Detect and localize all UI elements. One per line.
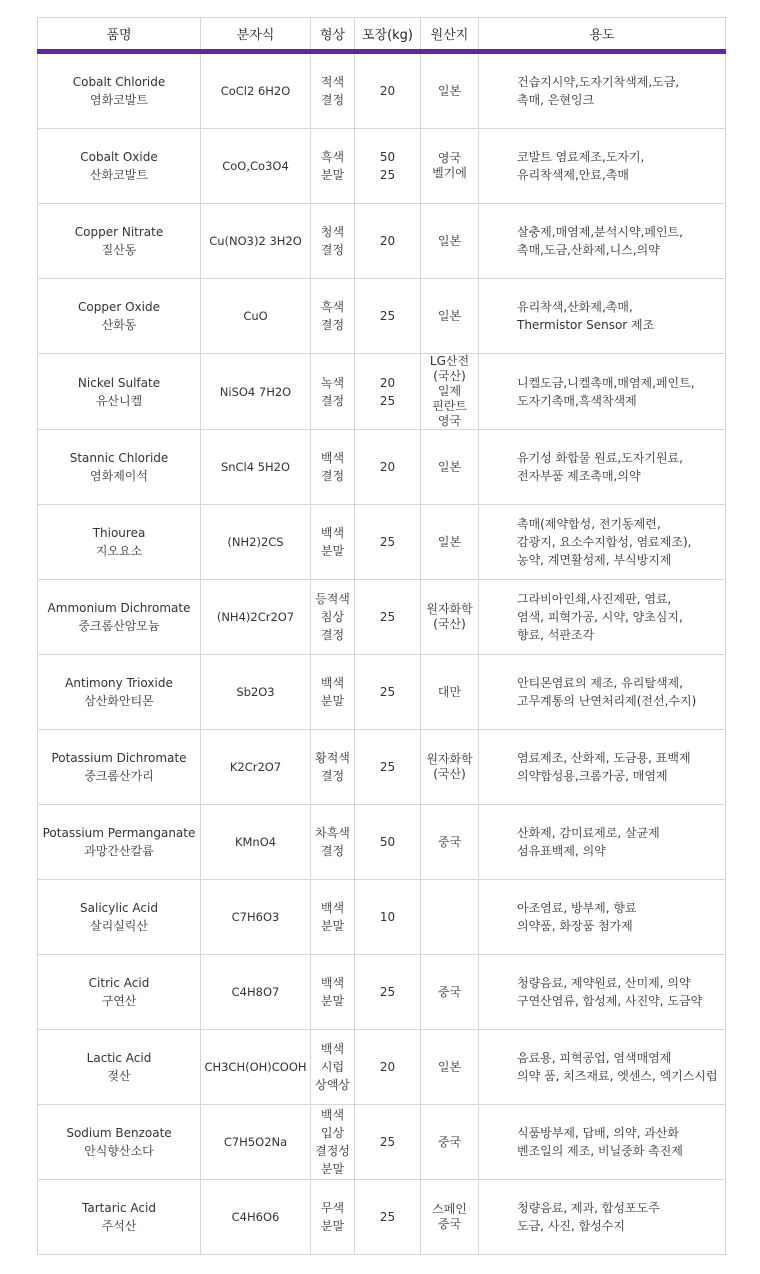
table-row [38,955,726,1030]
packing-cell: 25 [355,1180,421,1255]
use-cell: 식품방부제, 답배, 의약, 과산화 벤조일의 제조, 비닐중화 촉진제 [479,1105,726,1180]
table-row [38,204,726,279]
use-cell: 아조염료, 방부제, 향료 의약품, 화장품 첨가제 [479,880,726,955]
use-cell: 안티몬염료의 제조, 유리탈색제, 고무계통의 난연처리제(전선,수지) [479,655,726,730]
packing-cell: 10 [355,880,421,955]
formula-cell: (NH4)2Cr2O7 [201,580,311,655]
use-cell: 유기성 화합물 원료,도자기원료, 전자부품 제조촉매,의약 [479,430,726,505]
form-cell: 황적색 결정 [311,730,355,805]
chemical-product-table [37,17,726,1255]
packing-cell: 25 [355,1105,421,1180]
form-cell: 백색 분말 [311,955,355,1030]
formula-cell: C7H6O3 [201,880,311,955]
table-row [38,430,726,505]
product-name-cell: Copper Oxide 산화동 [38,279,201,354]
product-name-cell: Cobalt Oxide 산화코발트 [38,129,201,204]
formula-cell: CuO [201,279,311,354]
formula-cell: CH3CH(OH)COOH [201,1030,311,1105]
table-body [38,52,726,1255]
header-origin: 원산지 [421,18,479,52]
formula-cell: (NH2)2CS [201,505,311,580]
origin-cell: 중국 [421,1105,479,1180]
header-product-name: 품명 [38,18,201,52]
header-use: 용도 [479,18,726,52]
packing-cell: 20 [355,1030,421,1105]
formula-cell: SnCl4 5H2O [201,430,311,505]
table-row [38,354,726,430]
product-name-cell: Copper Nitrate 질산동 [38,204,201,279]
product-name-cell: Nickel Sulfate 유산니켈 [38,354,201,430]
product-name-cell: Cobalt Chloride 염화코발트 [38,52,201,129]
formula-cell: Cu(NO3)2 3H2O [201,204,311,279]
product-name-cell: Thiourea 지오요소 [38,505,201,580]
product-name-cell: Potassium Permanganate 과망간산칼륨 [38,805,201,880]
formula-cell: CoCl2 6H2O [201,52,311,129]
form-cell: 백색 분말 [311,880,355,955]
use-cell: 니켈도금,니켈촉매,매염제,페인트, 도자기촉매,흑색착색제 [479,354,726,430]
origin-cell: 중국 [421,955,479,1030]
use-cell: 음료용, 피혁공업, 염색매염제 의약 품, 치즈재료, 엣센스, 엑기스시럽 [479,1030,726,1105]
packing-cell: 25 [355,730,421,805]
form-cell: 적색 결정 [311,52,355,129]
table-row [38,655,726,730]
form-cell: 백색 결정 [311,430,355,505]
form-cell: 흑색 결정 [311,279,355,354]
origin-cell: 일본 [421,1030,479,1105]
use-cell: 염료제조, 산화제, 도금용, 표백제 의약합성용,크롬가공, 매염제 [479,730,726,805]
form-cell: 백색 분말 [311,655,355,730]
product-name-cell: Salicylic Acid 살리실릭산 [38,880,201,955]
packing-cell: 20 [355,430,421,505]
origin-cell: LG산전 (국산) 일제 핀란트 영국 [421,354,479,430]
use-cell: 유리착색,산화제,촉매, Thermistor Sensor 제조 [479,279,726,354]
packing-cell: 20 25 [355,354,421,430]
formula-cell: NiSO4 7H2O [201,354,311,430]
form-cell: 백색 입상 결정성 분말 [311,1105,355,1180]
formula-cell: KMnO4 [201,805,311,880]
header-formula: 분자식 [201,18,311,52]
product-name-cell: Potassium Dichromate 중크롬산가리 [38,730,201,805]
origin-cell: 일본 [421,204,479,279]
form-cell: 등적색 침상 결정 [311,580,355,655]
form-cell: 백색 분말 [311,505,355,580]
origin-cell: 일본 [421,52,479,129]
table-row [38,1030,726,1105]
formula-cell: CoO,Co3O4 [201,129,311,204]
origin-cell [421,880,479,955]
packing-cell: 25 [355,279,421,354]
origin-cell: 대만 [421,655,479,730]
packing-cell: 20 [355,204,421,279]
origin-cell: 일본 [421,279,479,354]
table-row [38,52,726,129]
table-row [38,730,726,805]
packing-cell: 25 [355,655,421,730]
use-cell: 청량음료, 제과, 합성포도주 도금, 사진, 합성수지 [479,1180,726,1255]
origin-cell: 일본 [421,505,479,580]
header-packing: 포장(kg) [355,18,421,52]
origin-cell: 스페인 중국 [421,1180,479,1255]
table-row [38,1105,726,1180]
table-row [38,279,726,354]
packing-cell: 25 [355,580,421,655]
use-cell: 그라비아인쇄,사진제판, 염료, 염색, 피혁가공, 시약, 양초심지, 향료, 석판조각 [479,580,726,655]
formula-cell: C4H8O7 [201,955,311,1030]
packing-cell: 20 [355,52,421,129]
packing-cell: 50 [355,805,421,880]
table-row [38,580,726,655]
formula-cell: Sb2O3 [201,655,311,730]
origin-cell: 영국 벨기에 [421,129,479,204]
origin-cell: 원자화학 (국산) [421,730,479,805]
formula-cell: C7H5O2Na [201,1105,311,1180]
use-cell: 산화제, 감미료제로, 살균제 섬유표백제, 의약 [479,805,726,880]
origin-cell: 중국 [421,805,479,880]
table-row [38,805,726,880]
formula-cell: K2Cr2O7 [201,730,311,805]
packing-cell: 25 [355,955,421,1030]
table-row [38,505,726,580]
origin-cell: 원자화학 (국산) [421,580,479,655]
product-name-cell: Citric Acid 구연산 [38,955,201,1030]
form-cell: 백색 시럽 상액상 [311,1030,355,1105]
packing-cell: 50 25 [355,129,421,204]
table-header-row [38,18,726,52]
form-cell: 차흑색 결정 [311,805,355,880]
formula-cell: C4H6O6 [201,1180,311,1255]
use-cell: 건습지시약,도자기착색제,도금, 촉매, 은현잉크 [479,52,726,129]
use-cell: 코발트 염료제조,도자기, 유리착색제,안료,촉매 [479,129,726,204]
use-cell: 살충제,매염제,분석시약,페인트, 촉매,도금,산화제,니스,의약 [479,204,726,279]
use-cell: 청량음료, 제약원료, 산미제, 의약 구연산염류, 합성제, 사진약, 도금약 [479,955,726,1030]
table-row [38,129,726,204]
product-name-cell: Ammonium Dichromate 중크롬산암모늄 [38,580,201,655]
product-name-cell: Stannic Chloride 염화제이석 [38,430,201,505]
table-row [38,1180,726,1255]
header-form: 형상 [311,18,355,52]
table-row [38,880,726,955]
form-cell: 흑색 분말 [311,129,355,204]
product-name-cell: Tartaric Acid 주석산 [38,1180,201,1255]
use-cell: 촉매(제약합성, 전기동제련, 감광지, 요소수지합성, 염료제조), 농약, 계면활성제, 부식방지제 [479,505,726,580]
form-cell: 무색 분말 [311,1180,355,1255]
product-name-cell: Sodium Benzoate 안식향산소다 [38,1105,201,1180]
packing-cell: 25 [355,505,421,580]
form-cell: 녹색 결정 [311,354,355,430]
product-name-cell: Lactic Acid 젖산 [38,1030,201,1105]
product-name-cell: Antimony Trioxide 삼산화안티몬 [38,655,201,730]
origin-cell: 일본 [421,430,479,505]
form-cell: 청색 결정 [311,204,355,279]
